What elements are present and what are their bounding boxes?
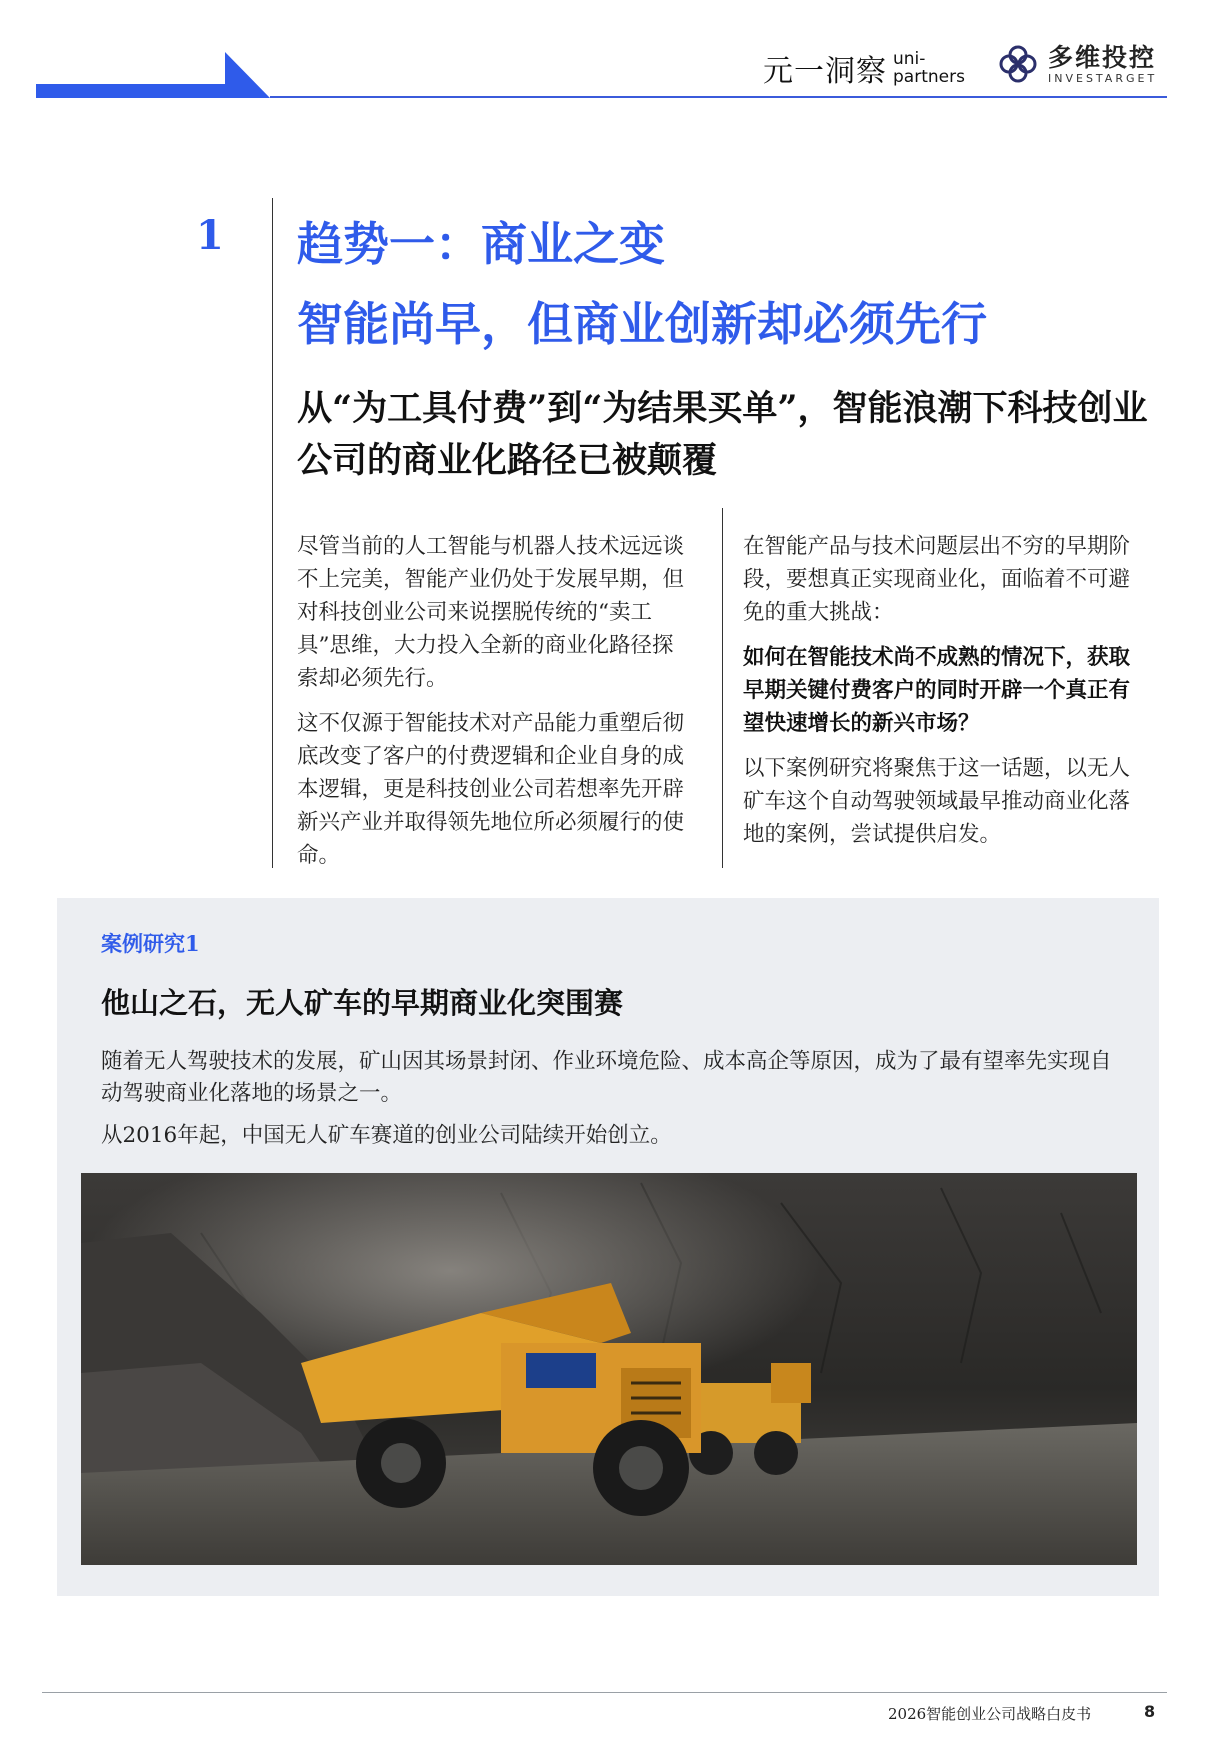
case-study-title: 他山之石，无人矿车的早期商业化突围赛 [101,986,624,1020]
case-study-label: 案例研究1 [101,931,200,956]
right-column-para3: 以下案例研究将聚焦于这一话题，以无人矿车这个自动驾驶领域最早推动商业化落地的案例，尝试提供启发。 [743,756,1131,847]
right-column [743,530,1135,863]
footer-doc-title: 2026智能创业公司战略白皮书 [888,1705,1092,1723]
header-accent-shape [0,0,280,100]
left-column-para2: 这不仅源于智能技术对产品能力重塑后彻底改变了客户的付费逻辑和企业自身的成本逻辑，更是科技创业公司若想率先开辟新兴产业并取得领先地位所必须履行的使命。 [297,711,685,868]
investarget-logo-en: INVESTARGET [1048,71,1158,85]
left-column [297,530,689,884]
chapter-title-line1: 趋势一：商业之变 [297,217,665,271]
chapter-title-line2: 智能尚早，但商业创新却必须先行 [297,297,987,351]
case-study-box [57,898,1159,1596]
page-number: 8 [1144,1702,1156,1721]
column-divider [722,508,723,868]
uni-partners-logo-en: uni- partners [893,49,965,87]
footer-rule [42,1692,1167,1693]
right-column-para1: 在智能产品与技术问题层出不穷的早期阶段，要想真正实现商业化，面临着不可避免的重大挑战： [743,534,1131,625]
left-column-para1: 尽管当前的人工智能与机器人技术远远谈不上完美，智能产业仍处于发展早期，但对科技创业公司来说摆脱传统的“卖工具”思维，大力投入全新的商业化路径探索却必须先行。 [297,534,685,691]
chapter-subtitle: 从“为工具付费”到“为结果买单”，智能浪潮下科技创业公司的商业化路径已被颠覆 [297,388,1148,481]
right-column-key-question: 如何在智能技术尚不成熟的情况下，获取早期关键付费客户的同时开辟一个真正有望快速增长的新兴市场？ [743,645,1131,736]
investarget-knot-icon [996,42,1040,86]
case-study-para1: 随着无人驾驶技术的发展，矿山因其场景封闭、作业环境危险、成本高企等原因，成为了最有望率先实现自动驾驶商业化落地的场景之一。 [101,1049,1112,1106]
investarget-logo [996,42,1157,86]
uni-partners-logo-cn: 元一洞察 [763,54,887,89]
case-study-para2: 从2016年起，中国无人矿车赛道的创业公司陆续开始创立。 [101,1123,672,1148]
chapter-divider [272,198,273,868]
investarget-logo-cn: 多维投控 [1048,42,1157,72]
chapter-number: 1 [196,212,224,259]
uni-partners-logo [763,46,965,90]
header-rule [270,96,1167,98]
mining-truck-photo [81,1173,1137,1565]
